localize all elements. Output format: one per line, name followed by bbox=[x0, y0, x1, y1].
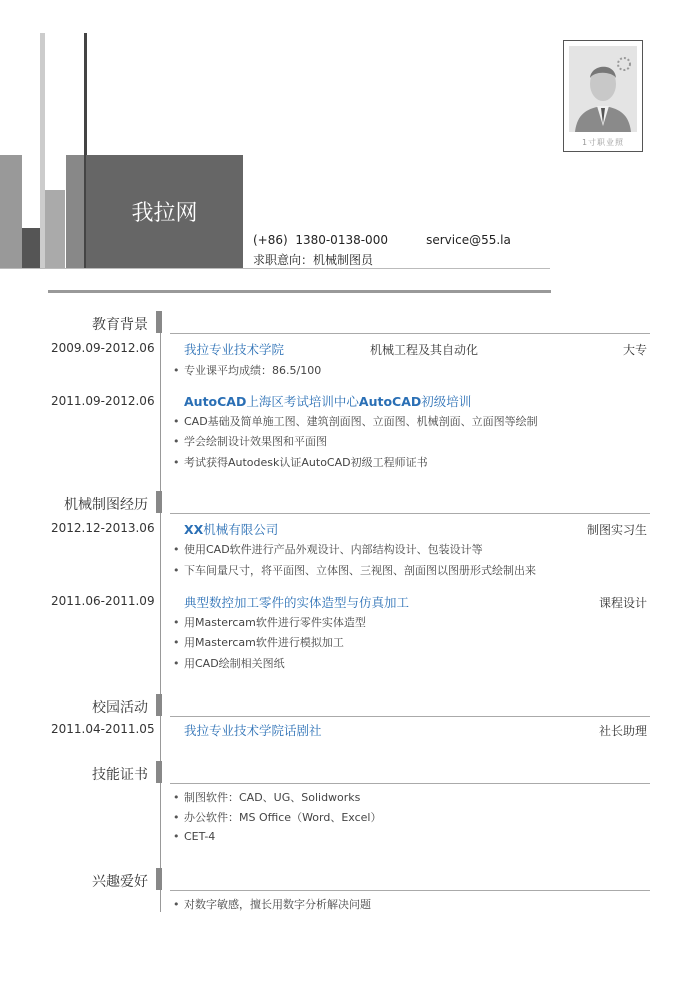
contact-info: (+86) 1380-0138-000 service@55.la bbox=[253, 233, 511, 247]
job-intent: 求职意向：机械制图员 bbox=[253, 253, 374, 267]
photo-frame bbox=[563, 40, 643, 152]
section-divider bbox=[170, 333, 650, 334]
list-item: • CET-4 bbox=[173, 830, 215, 843]
entry-org bbox=[184, 392, 471, 410]
section-marker bbox=[156, 868, 162, 890]
divider bbox=[48, 290, 551, 293]
candidate-name: 我拉网 bbox=[131, 201, 198, 226]
list-item: • 用Mastercam软件进行零件实体造型 bbox=[173, 614, 366, 630]
section-divider bbox=[170, 783, 650, 784]
divider bbox=[0, 268, 550, 269]
entry-org: 我拉专业技术学院 bbox=[184, 342, 285, 357]
section-marker bbox=[156, 694, 162, 716]
entry-major: 机械工程及其自动化 bbox=[370, 343, 479, 357]
section-title-campus: 校园活动 bbox=[92, 700, 148, 716]
section-divider bbox=[170, 513, 650, 514]
entry-role: 制图实习生 bbox=[586, 523, 647, 537]
section-marker bbox=[156, 311, 162, 333]
section-title-education: 教育背景 bbox=[92, 317, 148, 333]
section-title-hobbies: 兴趣爱好 bbox=[92, 874, 148, 890]
section-marker bbox=[156, 491, 162, 513]
entry-role: 课程设计 bbox=[598, 596, 647, 610]
list-item: • 用CAD绘制相关图纸 bbox=[173, 655, 285, 671]
entry-date: 2009.09-2012.06 bbox=[51, 341, 155, 355]
entry-date: 2012.12-2013.06 bbox=[51, 521, 155, 535]
photo-caption: 1寸职业照 bbox=[581, 138, 625, 147]
avatar bbox=[569, 46, 637, 132]
list-item: • 制图软件：CAD、UG、Solidworks bbox=[173, 789, 360, 805]
entry-date: 2011.04-2011.05 bbox=[51, 722, 155, 736]
decor-bar bbox=[22, 228, 40, 268]
org-part: AutoCAD bbox=[358, 394, 422, 409]
entry-degree: 大专 bbox=[622, 343, 647, 357]
decor-bar bbox=[66, 155, 84, 268]
org-part: AutoCAD bbox=[184, 394, 247, 409]
list-item: • 用Mastercam软件进行模拟加工 bbox=[173, 634, 344, 650]
section-divider bbox=[170, 716, 650, 717]
list-item: • 学会绘制设计效果图和平面图 bbox=[173, 433, 327, 449]
list-item: • 使用CAD软件进行产品外观设计、内部结构设计、包装设计等 bbox=[173, 541, 483, 557]
entry-org: 我拉专业技术学院话剧社 bbox=[184, 723, 322, 738]
entry-date: 2011.06-2011.09 bbox=[51, 594, 155, 608]
decor-bar bbox=[45, 190, 65, 268]
section-marker bbox=[156, 761, 162, 783]
entry-org: 典型数控加工零件的实体造型与仿真加工 bbox=[184, 595, 410, 610]
section-title-skills: 技能证书 bbox=[92, 767, 148, 783]
org-part: 上海区考试培训中心 bbox=[246, 394, 359, 409]
list-item: • CAD基础及简单施工图、建筑剖面图、立面图、机械剖面、立面图等绘制 bbox=[173, 413, 538, 429]
section-divider bbox=[170, 890, 650, 891]
decor-bar bbox=[0, 155, 22, 268]
org-part: XX bbox=[184, 522, 204, 537]
entry-org bbox=[184, 520, 278, 538]
entry-role: 社长助理 bbox=[598, 724, 647, 738]
list-item: • 对数字敏感，擅长用数字分析解决问题 bbox=[173, 896, 371, 912]
timeline-line bbox=[160, 333, 161, 912]
list-item: • 办公软件：MS Office（Word、Excel） bbox=[173, 809, 382, 825]
list-item: • 考试获得Autodesk认证AutoCAD初级工程师证书 bbox=[173, 454, 428, 470]
org-part: 初级培训 bbox=[421, 394, 472, 409]
section-title-experience: 机械制图经历 bbox=[64, 497, 148, 513]
org-part: 机械有限公司 bbox=[203, 522, 279, 537]
entry-date: 2011.09-2012.06 bbox=[51, 394, 155, 408]
list-item: • 专业课平均成绩：86.5/100 bbox=[173, 362, 321, 378]
list-item: • 下车间量尺寸，将平面图、立体图、三视图、剖面图以图册形式绘制出来 bbox=[173, 562, 536, 578]
